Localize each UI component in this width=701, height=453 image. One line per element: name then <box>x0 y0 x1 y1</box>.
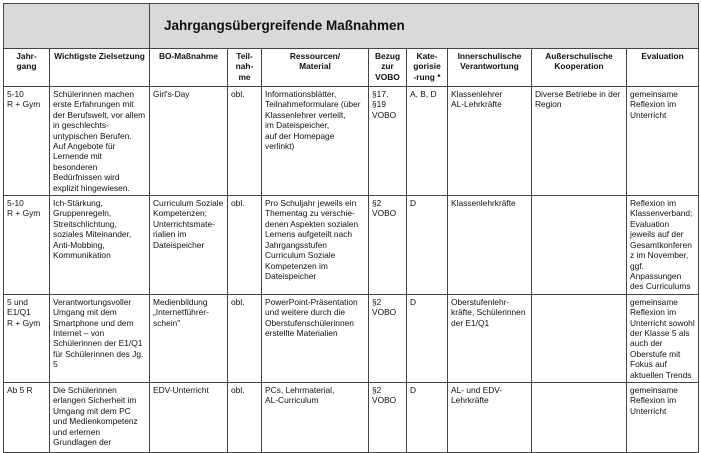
cell-zielsetzung: Die Schülerinnen erlangen Sicherheit im Umgang mit dem PC und Medienkompetenz und erlernen Grundlagen der <box>50 382 150 452</box>
cell-kategorisierung: D <box>407 294 448 382</box>
cell-jahrgang: Ab 5 R <box>4 382 50 452</box>
cell-teilnahme: obl. <box>228 196 262 295</box>
header-zielsetzung: Wichtigste Zielsetzung <box>50 49 150 87</box>
cell-jahrgang: 5 und E1/Q1 R + Gym <box>4 294 50 382</box>
cell-teilnahme: obl. <box>228 294 262 382</box>
cell-innerschulisch: AL- und EDV-Lehrkräfte <box>448 382 532 452</box>
cell-zielsetzung: Schülerinnen machen erste Erfahrungen mit der Berufswelt, vor allem in geschlechts-untypischen Berufen. Auf Angebote für Lernende mit besonderen Bedürfnissen wird explizit hingewiesen. <box>50 87 150 196</box>
header-kategorisierung: Kate- gorisie -rung * <box>407 49 448 87</box>
cell-evaluation: Reflexion im Klassenverband; Evaluation jeweils auf der Gesamtkonferenz im November, ggf. Anpassungen des Curriculums <box>627 196 699 295</box>
cell-bezug-vobo: §2 VOBO <box>369 196 407 295</box>
table-row <box>4 382 699 452</box>
cell-evaluation: gemeinsame Reflexion im Unterricht <box>627 382 699 452</box>
header-evaluation: Evaluation <box>627 49 699 87</box>
cell-evaluation: gemeinsame Reflexion im Unterricht <box>627 87 699 196</box>
cell-bo-massnahme: Medienbildung „Internetführer-schein" <box>150 294 228 382</box>
cell-ressourcen: Pro Schuljahr jeweils ein Thementag zu verschie-denen Aspekten sozialen Lernens aufgeteilt nach Jahrgangsstufen Curriculum Soziale Kompetenzen im Dateispeicher <box>262 196 369 295</box>
header-jahrgang: Jahr- gang <box>4 49 50 87</box>
cell-bo-massnahme: Curriculum Soziale Kompetenzen; Unterrichtsmate-rialien im Dateispeicher <box>150 196 228 295</box>
header-innerschulisch: Innerschulische Verantwortung <box>448 49 532 87</box>
cell-ressourcen: Informationsblätter, Teilnahmeformulare (über Klassenlehrer verteilt, im Dateispeicher, auf der Homepage verlinkt) <box>262 87 369 196</box>
cell-jahrgang: 5-10 R + Gym <box>4 196 50 295</box>
table-row <box>4 294 699 382</box>
header-ressourcen: Ressourcen/ Material <box>262 49 369 87</box>
header-teilnahme: Teil- nah- me <box>228 49 262 87</box>
cell-bezug-vobo: §17, §19 VOBO <box>369 87 407 196</box>
title-row <box>4 4 699 49</box>
cell-bezug-vobo: §2 VOBO <box>369 294 407 382</box>
page-title: Jahrgangsübergreifende Maßnahmen <box>150 4 699 49</box>
cell-innerschulisch: Klassenlehrer AL-Lehrkräfte <box>448 87 532 196</box>
cell-kategorisierung: A, B, D <box>407 87 448 196</box>
cell-ausserschulisch: Diverse Betriebe in der Region <box>532 87 627 196</box>
cell-zielsetzung: Ich-Stärkung, Gruppenregeln, Streitschlichtung, soziales Miteinander, Anti-Mobbing, Kommunikation <box>50 196 150 295</box>
header-ausserschulisch: Außerschulische Kooperation <box>532 49 627 87</box>
cell-ausserschulisch <box>532 382 627 452</box>
cell-ressourcen: PowerPoint-Präsentation und weitere durch die Oberstufenschülerinnen erstellte Materialien <box>262 294 369 382</box>
table-row <box>4 87 699 196</box>
cell-bo-massnahme: Girl's-Day <box>150 87 228 196</box>
cell-evaluation: gemeinsame Reflexion im Unterricht sowohl der Klasse 5 als auch der Oberstufe mit Fokus auf aktuellen Trends <box>627 294 699 382</box>
header-bo-massnahme: BO-Maßnahme <box>150 49 228 87</box>
cell-zielsetzung: Verantwortungsvoller Umgang mit dem Smartphone und dem Internet – von Schülerinnen der E1/Q1 für Schülerinnen des Jg. 5 <box>50 294 150 382</box>
cell-kategorisierung: D <box>407 196 448 295</box>
table-row <box>4 196 699 295</box>
cell-innerschulisch: Oberstufenlehr-kräfte, Schülerinnen der E1/Q1 <box>448 294 532 382</box>
cell-ausserschulisch <box>532 196 627 295</box>
measures-table <box>3 3 699 453</box>
cell-bo-massnahme: EDV-Unterricht <box>150 382 228 452</box>
cell-ausserschulisch <box>532 294 627 382</box>
cell-bezug-vobo: §2 VOBO <box>369 382 407 452</box>
cell-teilnahme: obl. <box>228 382 262 452</box>
cell-jahrgang: 5-10 R + Gym <box>4 87 50 196</box>
header-bezug-vobo: Bezug zur VOBO <box>369 49 407 87</box>
cell-ressourcen: PCs, Lehrmaterial, AL-Curriculum <box>262 382 369 452</box>
cell-teilnahme: obl. <box>228 87 262 196</box>
header-row <box>4 49 699 87</box>
title-spacer <box>4 4 150 49</box>
document-page <box>3 3 698 447</box>
cell-kategorisierung: D <box>407 382 448 452</box>
cell-innerschulisch: Klassenlehrkräfte <box>448 196 532 295</box>
